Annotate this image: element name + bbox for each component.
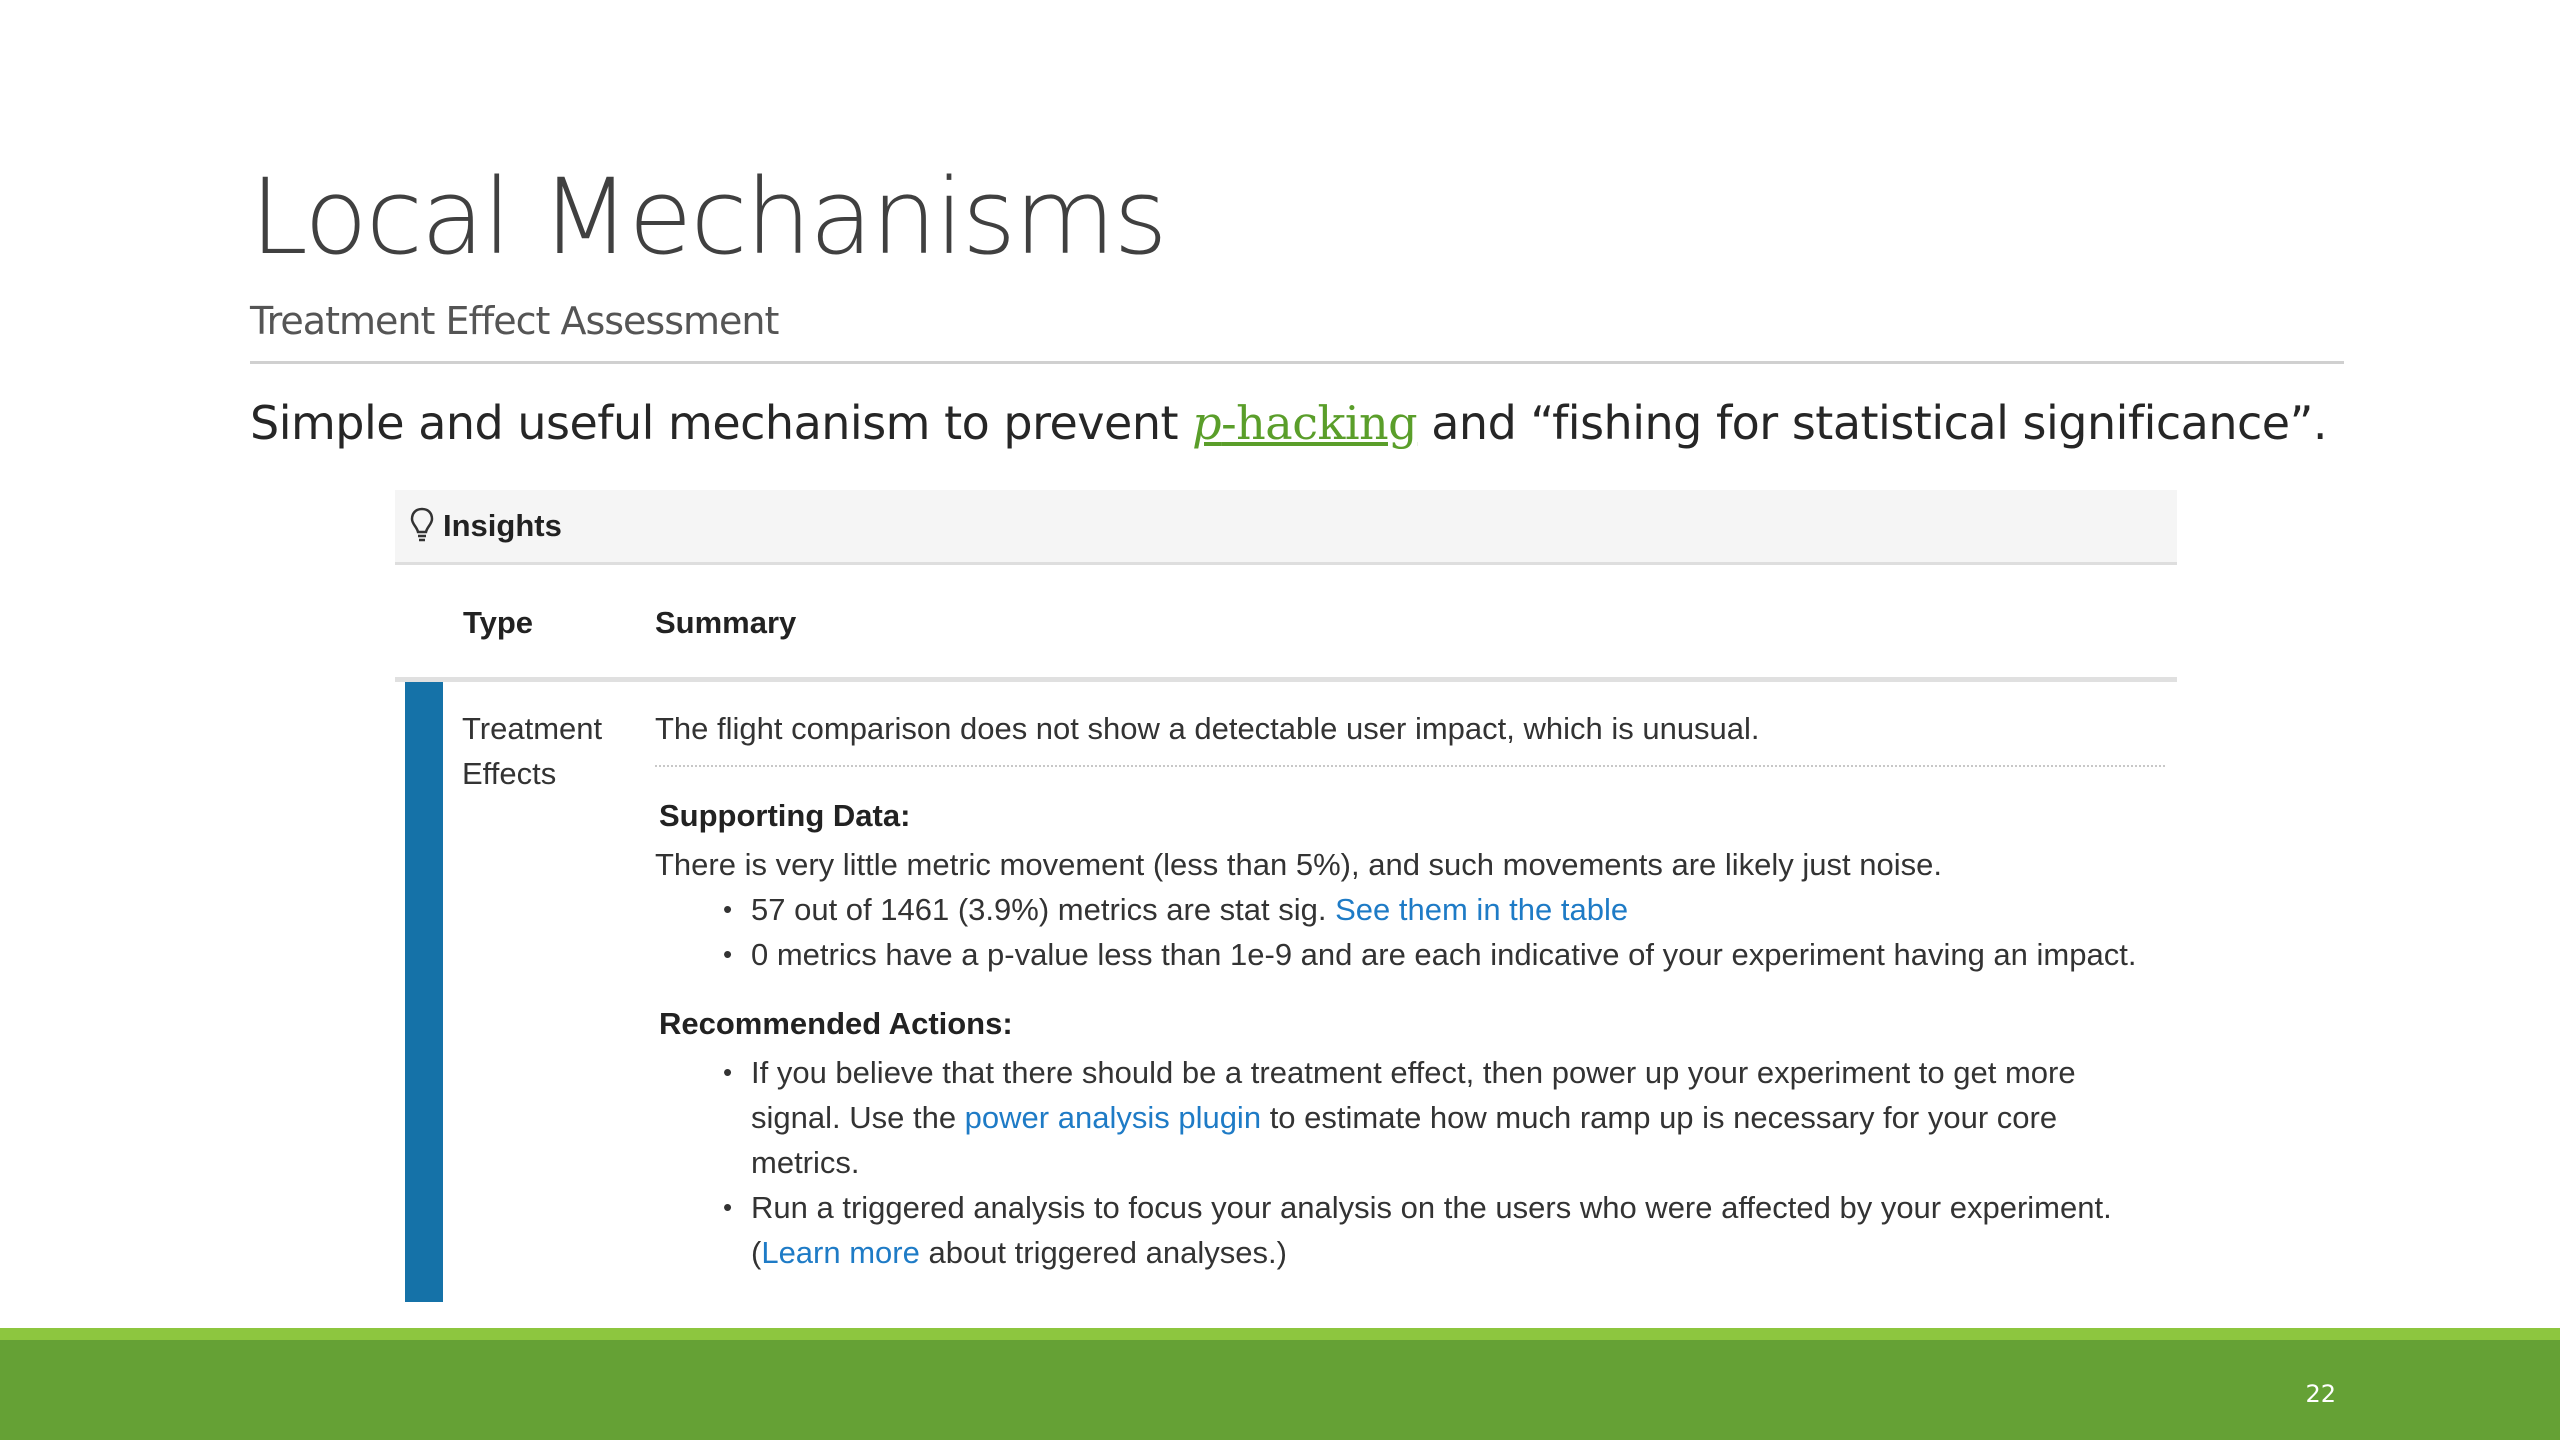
p-hacking-link-p: p: [1192, 396, 1222, 450]
see-them-in-table-link[interactable]: See them in the table: [1335, 892, 1629, 927]
p-hacking-link[interactable]: [1192, 396, 1417, 450]
intro-text-post: and “fishing for statistical significance”.: [1417, 396, 2328, 450]
title-divider: [250, 361, 2344, 364]
p-hacking-link-rest: -hacking: [1221, 396, 1418, 450]
column-header-summary: Summary: [655, 605, 797, 640]
insights-panel: [395, 490, 2177, 1302]
action2-text-pre: Run a triggered analysis to focus your analysis on the users who were affected by your experiment. (: [751, 1190, 2112, 1270]
list-item: [751, 1050, 2173, 1185]
lightbulb-icon: [409, 506, 435, 546]
power-analysis-plugin-link[interactable]: power analysis plugin: [964, 1100, 1262, 1135]
row-summary: [655, 706, 2173, 1275]
intro-text: [250, 396, 2327, 451]
row-type-line1: Treatment: [462, 711, 603, 746]
row-accent-bar: [405, 682, 443, 1302]
list-item: [751, 887, 2173, 932]
slide-title: Local Mechanisms: [250, 156, 1166, 278]
intro-text-pre: Simple and useful mechanism to prevent: [250, 396, 1193, 450]
column-header-type: Type: [463, 605, 534, 640]
supporting-data-text: There is very little metric movement (less than 5%), and such movements are likely just noise.: [655, 847, 1942, 882]
table-row: [395, 682, 2177, 1302]
supporting-data-heading: Supporting Data:: [659, 798, 911, 833]
page-number: 22: [2305, 1380, 2336, 1408]
supporting-bullet2-text: 0 metrics have a p-value less than 1e-9 and are each indicative of your experiment having an impact.: [751, 937, 2137, 972]
supporting-bullet1-text: 57 out of 1461 (3.9%) metrics are stat sig.: [751, 892, 1336, 927]
insights-title: Insights: [443, 508, 562, 543]
list-item: [751, 932, 2173, 977]
slide-subtitle: Treatment Effect Assessment: [250, 299, 779, 343]
list-item: [751, 1185, 2173, 1275]
footer-band: [0, 1328, 2560, 1440]
insights-header: [395, 490, 2177, 565]
row-type: [462, 706, 642, 796]
supporting-data-list: [655, 887, 2173, 977]
summary-text: The flight comparison does not show a detectable user impact, which is unusual.: [655, 706, 2165, 767]
insights-table-header: [395, 565, 2177, 682]
row-type-line2: Effects: [462, 756, 557, 791]
recommended-actions-heading: Recommended Actions:: [659, 1006, 1013, 1041]
recommended-actions-list: [655, 1050, 2173, 1275]
action1-text-post: to estimate how much ramp up is necessary for your core metrics.: [751, 1100, 2058, 1180]
action2-text-post: about triggered analyses.): [919, 1235, 1287, 1270]
learn-more-link[interactable]: Learn more: [761, 1235, 920, 1270]
action1-text-pre: If you believe that there should be a treatment effect, then power up your experiment to get more signal. Use the: [751, 1055, 2076, 1135]
